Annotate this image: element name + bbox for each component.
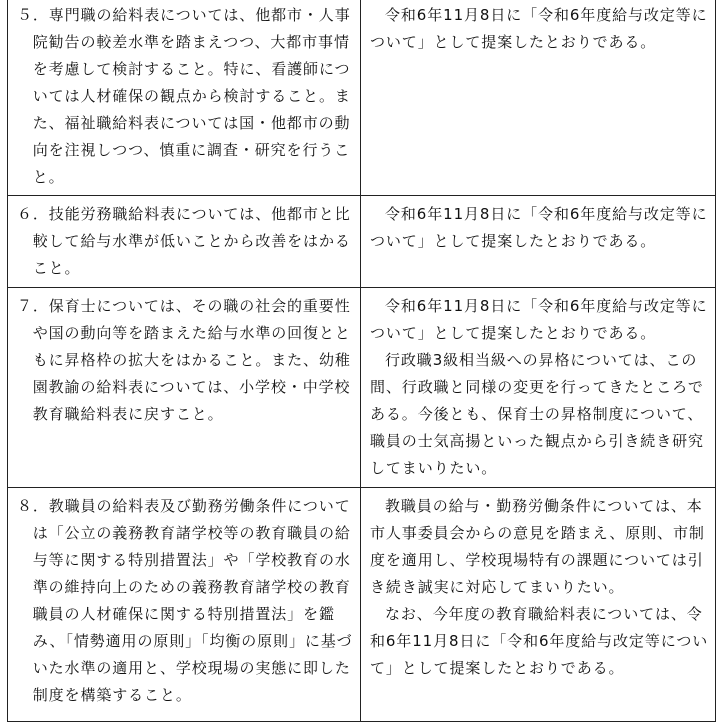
table-row	[8, 288, 716, 488]
request-text: ８．教職員の給料表及び勤務労働条件については「公立の義務教育諸学校等の教育職員の給与等に関する特別措置法」や「学校教育の水準の維持向上のための義務教育諸学校の教育職員の人材確保に関する特別措置法」を鑑み、「情勢適用の原則」「均衡の原則」に基づいた水準の適用と、学校現場の実態に即した制度を構築すること。	[17, 497, 353, 704]
request-text: ７．保育士については、その職の社会的重要性や国の動向等を踏まえた給与水準の回復とともに昇格枠の拡大をはかること。また、幼稚園教諭の給料表については、小学校・中学校教育職給料表に戻すこと。	[17, 297, 351, 423]
request-text: ６．技能労務職給料表については、他都市と比較して給与水準が低いことから改善をはかること。	[17, 205, 351, 277]
table-row	[8, 196, 716, 288]
request-response-table	[7, 0, 716, 722]
response-paragraph: 教職員の給与・勤務労働条件については、本市人事委員会からの意見を踏まえ、原則、市制度を適用し、学校現場特有の課題については引き続き誠実に対応してまいりたい。	[370, 497, 705, 596]
response-cell	[361, 488, 716, 722]
response-cell	[361, 0, 716, 196]
table-row	[8, 488, 716, 722]
response-paragraph: 令和6年11月8日に「令和6年度給与改定等について」として提案したとおりである。	[370, 6, 708, 51]
response-paragraph: なお、今年度の教育職給料表については、令和6年11月8日に「令和6年度給与改定等について」として提案したとおりである。	[370, 605, 709, 677]
request-cell	[8, 288, 361, 488]
request-cell	[8, 488, 361, 722]
request-cell	[8, 0, 361, 196]
table-row	[8, 0, 716, 196]
request-cell	[8, 196, 361, 288]
response-cell	[361, 196, 716, 288]
response-paragraph: 令和6年11月8日に「令和6年度給与改定等について」として提案したとおりである。	[370, 205, 708, 250]
response-paragraph: 行政職3級相当級への昇格については、この間、行政職と同様の変更を行ってきたところである。今後とも、保育士の昇格制度について、職員の士気高揚といった観点から引き続き研究してまいりたい。	[370, 351, 704, 477]
response-cell	[361, 288, 716, 488]
request-text: ５．専門職の給料表については、他都市・人事院勧告の較差水準を踏まえつつ、大都市事情を考慮して検討すること。特に、看護師については人材確保の観点から検討すること。また、福祉職給料表については国・他都市の動向を注視しつつ、慎重に調査・研究を行うこと。	[17, 6, 351, 186]
response-paragraph: 令和6年11月8日に「令和6年度給与改定等について」として提案したとおりである。	[370, 297, 708, 342]
